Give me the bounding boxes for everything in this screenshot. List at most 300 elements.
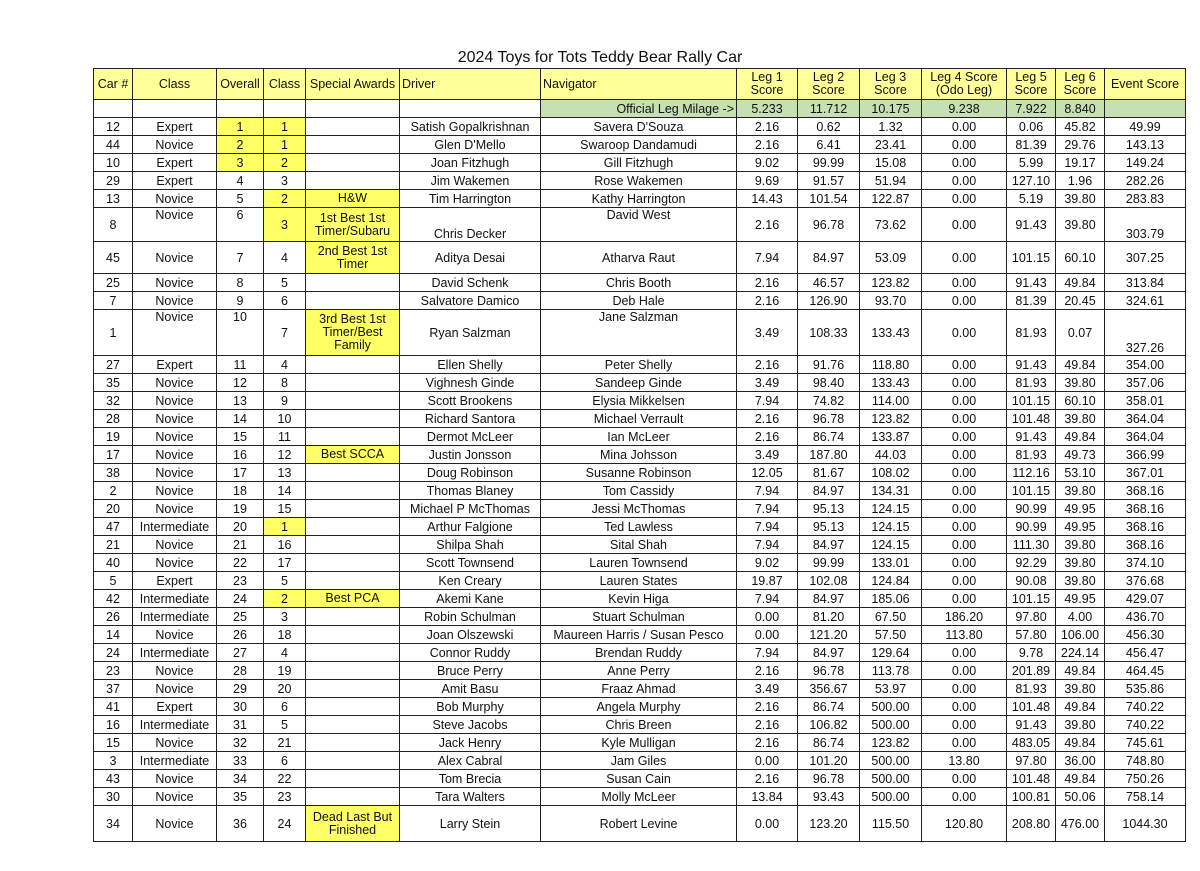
leg6-score: 20.45: [1056, 292, 1105, 310]
navigator: Atharva Raut: [541, 242, 737, 274]
navigator: Fraaz Ahmad: [541, 680, 737, 698]
overall-rank: 15: [217, 428, 264, 446]
leg1-score: 2.16: [737, 662, 798, 680]
event-score: 282.26: [1105, 172, 1186, 190]
leg5-score: 101.48: [1007, 770, 1056, 788]
event-score: 1044.30: [1105, 806, 1186, 842]
overall-rank: 8: [217, 274, 264, 292]
car-number: 24: [94, 644, 133, 662]
driver: Robin Schulman: [400, 608, 541, 626]
class-rank: 15: [264, 500, 306, 518]
leg3-score: 113.78: [860, 662, 922, 680]
class-rank: 6: [264, 752, 306, 770]
driver: Tara Walters: [400, 788, 541, 806]
driver: Alex Cabral: [400, 752, 541, 770]
overall-rank: 24: [217, 590, 264, 608]
leg4-score: 0.00: [922, 428, 1007, 446]
class-rank: 22: [264, 770, 306, 788]
col-header-driver: Driver: [400, 69, 541, 100]
leg5-score: 483.05: [1007, 734, 1056, 752]
mileage-leg4: 9.238: [922, 100, 1007, 118]
leg3-score: 114.00: [860, 392, 922, 410]
navigator: Rose Wakemen: [541, 172, 737, 190]
navigator: Mina Johsson: [541, 446, 737, 464]
leg5-score: 101.15: [1007, 482, 1056, 500]
event-score: 376.68: [1105, 572, 1186, 590]
special-award: [306, 172, 400, 190]
navigator: Kathy Harrington: [541, 190, 737, 208]
navigator: Kyle Mulligan: [541, 734, 737, 752]
class-rank: 5: [264, 274, 306, 292]
leg2-score: 86.74: [798, 734, 860, 752]
overall-rank: 22: [217, 554, 264, 572]
leg5-score: 91.43: [1007, 274, 1056, 292]
leg4-score: 0.00: [922, 292, 1007, 310]
leg3-score: 57.50: [860, 626, 922, 644]
leg6-score: 39.80: [1056, 208, 1105, 242]
car-number: 19: [94, 428, 133, 446]
leg3-score: 124.84: [860, 572, 922, 590]
class: Novice: [133, 374, 217, 392]
special-award: [306, 356, 400, 374]
class-rank: 5: [264, 716, 306, 734]
leg1-score: 2.16: [737, 716, 798, 734]
class: Novice: [133, 626, 217, 644]
col-header-leg3: Leg 3 Score: [860, 69, 922, 100]
leg4-score: 0.00: [922, 770, 1007, 788]
leg1-score: 3.49: [737, 374, 798, 392]
overall-rank: 25: [217, 608, 264, 626]
event-score: 740.22: [1105, 698, 1186, 716]
leg3-score: 123.82: [860, 274, 922, 292]
class-rank: 9: [264, 392, 306, 410]
col-header-leg1: Leg 1 Score: [737, 69, 798, 100]
special-award: [306, 154, 400, 172]
leg3-score: 1.32: [860, 118, 922, 136]
driver: Steve Jacobs: [400, 716, 541, 734]
table-row: [94, 172, 1186, 190]
leg6-score: 19.17: [1056, 154, 1105, 172]
car-number: 13: [94, 190, 133, 208]
class: Novice: [133, 806, 217, 842]
leg6-score: 49.95: [1056, 590, 1105, 608]
table-row: [94, 518, 1186, 536]
leg6-score: 39.80: [1056, 716, 1105, 734]
class-rank: 5: [264, 572, 306, 590]
leg2-score: 101.54: [798, 190, 860, 208]
leg1-score: 7.94: [737, 518, 798, 536]
event-score: 367.01: [1105, 464, 1186, 482]
leg4-score: 0.00: [922, 482, 1007, 500]
leg6-score: 39.80: [1056, 410, 1105, 428]
mileage-leg6: 8.840: [1056, 100, 1105, 118]
overall-rank: 26: [217, 626, 264, 644]
leg5-score: 101.15: [1007, 392, 1056, 410]
overall-rank: 5: [217, 190, 264, 208]
navigator: Swaroop Dandamudi: [541, 136, 737, 154]
overall-rank: 11: [217, 356, 264, 374]
leg2-score: 99.99: [798, 154, 860, 172]
leg3-score: 93.70: [860, 292, 922, 310]
navigator: Robert Levine: [541, 806, 737, 842]
navigator: Lauren Townsend: [541, 554, 737, 572]
leg6-score: 49.84: [1056, 428, 1105, 446]
leg6-score: 49.73: [1056, 446, 1105, 464]
car-number: 10: [94, 154, 133, 172]
car-number: 44: [94, 136, 133, 154]
class-rank: 10: [264, 410, 306, 428]
navigator: Anne Perry: [541, 662, 737, 680]
table-row: [94, 154, 1186, 172]
overall-rank: 32: [217, 734, 264, 752]
leg5-score: 91.43: [1007, 208, 1056, 242]
driver: Joan Fitzhugh: [400, 154, 541, 172]
table-row: [94, 118, 1186, 136]
event-score: 283.83: [1105, 190, 1186, 208]
event-score: 303.79: [1105, 208, 1186, 242]
class-rank: 2: [264, 590, 306, 608]
event-score: 436.70: [1105, 608, 1186, 626]
leg2-score: 102.08: [798, 572, 860, 590]
col-header-class-rank: Class: [264, 69, 306, 100]
special-award: [306, 428, 400, 446]
overall-rank: 4: [217, 172, 264, 190]
special-award: H&W: [306, 190, 400, 208]
leg4-score: 0.00: [922, 392, 1007, 410]
leg3-score: 185.06: [860, 590, 922, 608]
driver: Richard Santora: [400, 410, 541, 428]
leg3-score: 500.00: [860, 752, 922, 770]
leg1-score: 13.84: [737, 788, 798, 806]
table-row: [94, 374, 1186, 392]
driver: Chris Decker: [400, 208, 541, 242]
car-number: 28: [94, 410, 133, 428]
table-row: [94, 806, 1186, 842]
leg1-score: 2.16: [737, 136, 798, 154]
car-number: 41: [94, 698, 133, 716]
overall-rank: 30: [217, 698, 264, 716]
class: Novice: [133, 392, 217, 410]
class-rank: 6: [264, 698, 306, 716]
leg3-score: 23.41: [860, 136, 922, 154]
driver: Akemi Kane: [400, 590, 541, 608]
leg6-score: 29.76: [1056, 136, 1105, 154]
col-header-event: Event Score: [1105, 69, 1186, 100]
leg3-score: 124.15: [860, 518, 922, 536]
class: Expert: [133, 172, 217, 190]
class: Novice: [133, 482, 217, 500]
leg3-score: 133.43: [860, 310, 922, 356]
special-award: [306, 716, 400, 734]
leg3-score: 134.31: [860, 482, 922, 500]
leg6-score: 49.84: [1056, 770, 1105, 788]
leg3-score: 500.00: [860, 698, 922, 716]
overall-rank: 21: [217, 536, 264, 554]
event-score: 368.16: [1105, 536, 1186, 554]
leg1-score: 2.16: [737, 770, 798, 788]
event-score: 49.99: [1105, 118, 1186, 136]
class: Expert: [133, 356, 217, 374]
driver: Scott Brookens: [400, 392, 541, 410]
leg2-score: 101.20: [798, 752, 860, 770]
leg4-score: 0.00: [922, 500, 1007, 518]
driver: Bob Murphy: [400, 698, 541, 716]
navigator: Brendan Ruddy: [541, 644, 737, 662]
driver: Ryan Salzman: [400, 310, 541, 356]
leg5-score: 97.80: [1007, 608, 1056, 626]
table-row: [94, 770, 1186, 788]
event-score: 456.30: [1105, 626, 1186, 644]
event-score: 324.61: [1105, 292, 1186, 310]
leg2-score: 126.90: [798, 292, 860, 310]
class-rank: 7: [264, 310, 306, 356]
car-number: 1: [94, 310, 133, 356]
overall-rank: 29: [217, 680, 264, 698]
leg3-score: 122.87: [860, 190, 922, 208]
class: Expert: [133, 572, 217, 590]
leg5-score: 9.78: [1007, 644, 1056, 662]
leg3-score: 500.00: [860, 788, 922, 806]
leg1-score: 3.49: [737, 446, 798, 464]
leg5-score: 97.80: [1007, 752, 1056, 770]
leg5-score: 101.48: [1007, 698, 1056, 716]
leg5-score: 112.16: [1007, 464, 1056, 482]
event-score: 354.00: [1105, 356, 1186, 374]
class: Novice: [133, 428, 217, 446]
mileage-leg1: 5.233: [737, 100, 798, 118]
special-award: [306, 118, 400, 136]
leg2-score: 46.57: [798, 274, 860, 292]
overall-rank: 36: [217, 806, 264, 842]
overall-rank: 1: [217, 118, 264, 136]
leg4-score: 0.00: [922, 554, 1007, 572]
driver: Ellen Shelly: [400, 356, 541, 374]
leg2-score: 96.78: [798, 208, 860, 242]
leg4-score: 186.20: [922, 608, 1007, 626]
class-rank: 1: [264, 136, 306, 154]
driver: Amit Basu: [400, 680, 541, 698]
leg6-score: 39.80: [1056, 554, 1105, 572]
special-award: [306, 464, 400, 482]
leg5-score: 91.43: [1007, 428, 1056, 446]
col-header-leg5: Leg 5 Score: [1007, 69, 1056, 100]
leg6-score: 45.82: [1056, 118, 1105, 136]
overall-rank: 13: [217, 392, 264, 410]
class-rank: 12: [264, 446, 306, 464]
special-award: [306, 410, 400, 428]
leg5-score: 208.80: [1007, 806, 1056, 842]
navigator: Angela Murphy: [541, 698, 737, 716]
event-score: 464.45: [1105, 662, 1186, 680]
driver: Ken Creary: [400, 572, 541, 590]
leg3-score: 500.00: [860, 716, 922, 734]
class: Novice: [133, 136, 217, 154]
leg5-score: 201.89: [1007, 662, 1056, 680]
class: Novice: [133, 274, 217, 292]
event-score: 364.04: [1105, 410, 1186, 428]
driver: Larry Stein: [400, 806, 541, 842]
leg2-score: 98.40: [798, 374, 860, 392]
navigator: Kevin Higa: [541, 590, 737, 608]
leg2-score: 99.99: [798, 554, 860, 572]
leg3-score: 51.94: [860, 172, 922, 190]
leg4-score: 0.00: [922, 154, 1007, 172]
car-number: 14: [94, 626, 133, 644]
car-number: 34: [94, 806, 133, 842]
leg1-score: 2.16: [737, 410, 798, 428]
leg4-score: 0.00: [922, 446, 1007, 464]
class-rank: 19: [264, 662, 306, 680]
car-number: 30: [94, 788, 133, 806]
navigator: Susan Cain: [541, 770, 737, 788]
leg3-score: 124.15: [860, 536, 922, 554]
event-score: 748.80: [1105, 752, 1186, 770]
leg4-score: 0.00: [922, 410, 1007, 428]
event-score: 368.16: [1105, 518, 1186, 536]
driver: Tom Brecia: [400, 770, 541, 788]
navigator: David West: [541, 208, 737, 242]
driver: Connor Ruddy: [400, 644, 541, 662]
mileage-leg2: 11.712: [798, 100, 860, 118]
leg2-score: 81.20: [798, 608, 860, 626]
table-row: [94, 590, 1186, 608]
leg1-score: 2.16: [737, 208, 798, 242]
leg4-score: 0.00: [922, 242, 1007, 274]
car-number: 25: [94, 274, 133, 292]
driver: Glen D'Mello: [400, 136, 541, 154]
leg2-score: 86.74: [798, 428, 860, 446]
class-rank: 1: [264, 118, 306, 136]
table-row: [94, 208, 1186, 242]
class: Expert: [133, 154, 217, 172]
special-award: [306, 680, 400, 698]
table-row: [94, 608, 1186, 626]
leg2-score: 84.97: [798, 536, 860, 554]
overall-rank: 34: [217, 770, 264, 788]
car-number: 38: [94, 464, 133, 482]
table-row: [94, 752, 1186, 770]
col-header-leg2: Leg 2 Score: [798, 69, 860, 100]
leg6-score: 224.14: [1056, 644, 1105, 662]
leg6-score: 36.00: [1056, 752, 1105, 770]
special-award: [306, 274, 400, 292]
leg4-score: 120.80: [922, 806, 1007, 842]
special-award: [306, 770, 400, 788]
leg1-score: 12.05: [737, 464, 798, 482]
leg6-score: 60.10: [1056, 242, 1105, 274]
leg1-score: 7.94: [737, 482, 798, 500]
navigator: Stuart Schulman: [541, 608, 737, 626]
table-row: [94, 536, 1186, 554]
table-row: [94, 644, 1186, 662]
car-number: 15: [94, 734, 133, 752]
car-number: 2: [94, 482, 133, 500]
leg5-score: 5.19: [1007, 190, 1056, 208]
overall-rank: 19: [217, 500, 264, 518]
table-row: [94, 662, 1186, 680]
leg5-score: 92.29: [1007, 554, 1056, 572]
leg2-score: 91.57: [798, 172, 860, 190]
leg1-score: 7.94: [737, 644, 798, 662]
car-number: 27: [94, 356, 133, 374]
event-score: 429.07: [1105, 590, 1186, 608]
overall-rank: 16: [217, 446, 264, 464]
class-rank: 13: [264, 464, 306, 482]
special-award: Best SCCA: [306, 446, 400, 464]
table-row: [94, 464, 1186, 482]
leg6-score: 39.80: [1056, 536, 1105, 554]
leg3-score: 133.43: [860, 374, 922, 392]
leg1-score: 2.16: [737, 292, 798, 310]
overall-rank: 23: [217, 572, 264, 590]
leg6-score: 4.00: [1056, 608, 1105, 626]
car-number: 21: [94, 536, 133, 554]
table-row: [94, 500, 1186, 518]
leg2-score: 96.78: [798, 770, 860, 788]
leg6-score: 1.96: [1056, 172, 1105, 190]
navigator: Chris Breen: [541, 716, 737, 734]
class-rank: 6: [264, 292, 306, 310]
leg3-score: 108.02: [860, 464, 922, 482]
leg1-score: 7.94: [737, 590, 798, 608]
class: Novice: [133, 680, 217, 698]
event-score: 456.47: [1105, 644, 1186, 662]
special-award: Best PCA: [306, 590, 400, 608]
leg4-score: 0.00: [922, 464, 1007, 482]
leg5-score: 127.10: [1007, 172, 1056, 190]
leg2-score: 84.97: [798, 482, 860, 500]
leg1-score: 0.00: [737, 626, 798, 644]
special-award: [306, 392, 400, 410]
mileage-row: [94, 100, 1186, 118]
leg3-score: 133.87: [860, 428, 922, 446]
navigator: Maureen Harris / Susan Pesco: [541, 626, 737, 644]
header-row: [94, 69, 1186, 100]
event-score: 327.26: [1105, 310, 1186, 356]
navigator: Savera D'Souza: [541, 118, 737, 136]
driver: Arthur Falgione: [400, 518, 541, 536]
event-score: 374.10: [1105, 554, 1186, 572]
leg5-score: 81.93: [1007, 374, 1056, 392]
driver: Bruce Perry: [400, 662, 541, 680]
car-number: 37: [94, 680, 133, 698]
special-award: [306, 572, 400, 590]
class: Novice: [133, 662, 217, 680]
overall-rank: 35: [217, 788, 264, 806]
table-row: [94, 410, 1186, 428]
leg1-score: 9.69: [737, 172, 798, 190]
class: Intermediate: [133, 590, 217, 608]
leg1-score: 9.02: [737, 554, 798, 572]
driver: Satish Gopalkrishnan: [400, 118, 541, 136]
leg6-score: 39.80: [1056, 572, 1105, 590]
car-number: 23: [94, 662, 133, 680]
driver: David Schenk: [400, 274, 541, 292]
col-header-navigator: Navigator: [541, 69, 737, 100]
class-rank: 20: [264, 680, 306, 698]
page-title: 2024 Toys for Tots Teddy Bear Rally Car: [457, 49, 743, 66]
class-rank: 2: [264, 190, 306, 208]
special-award: 1st Best 1st Timer/Subaru: [306, 208, 400, 242]
special-award: [306, 788, 400, 806]
table-row: [94, 572, 1186, 590]
special-award: [306, 292, 400, 310]
navigator: Jessi McThomas: [541, 500, 737, 518]
car-number: 5: [94, 572, 133, 590]
leg3-score: 53.97: [860, 680, 922, 698]
leg2-score: 86.74: [798, 698, 860, 716]
class: Novice: [133, 500, 217, 518]
